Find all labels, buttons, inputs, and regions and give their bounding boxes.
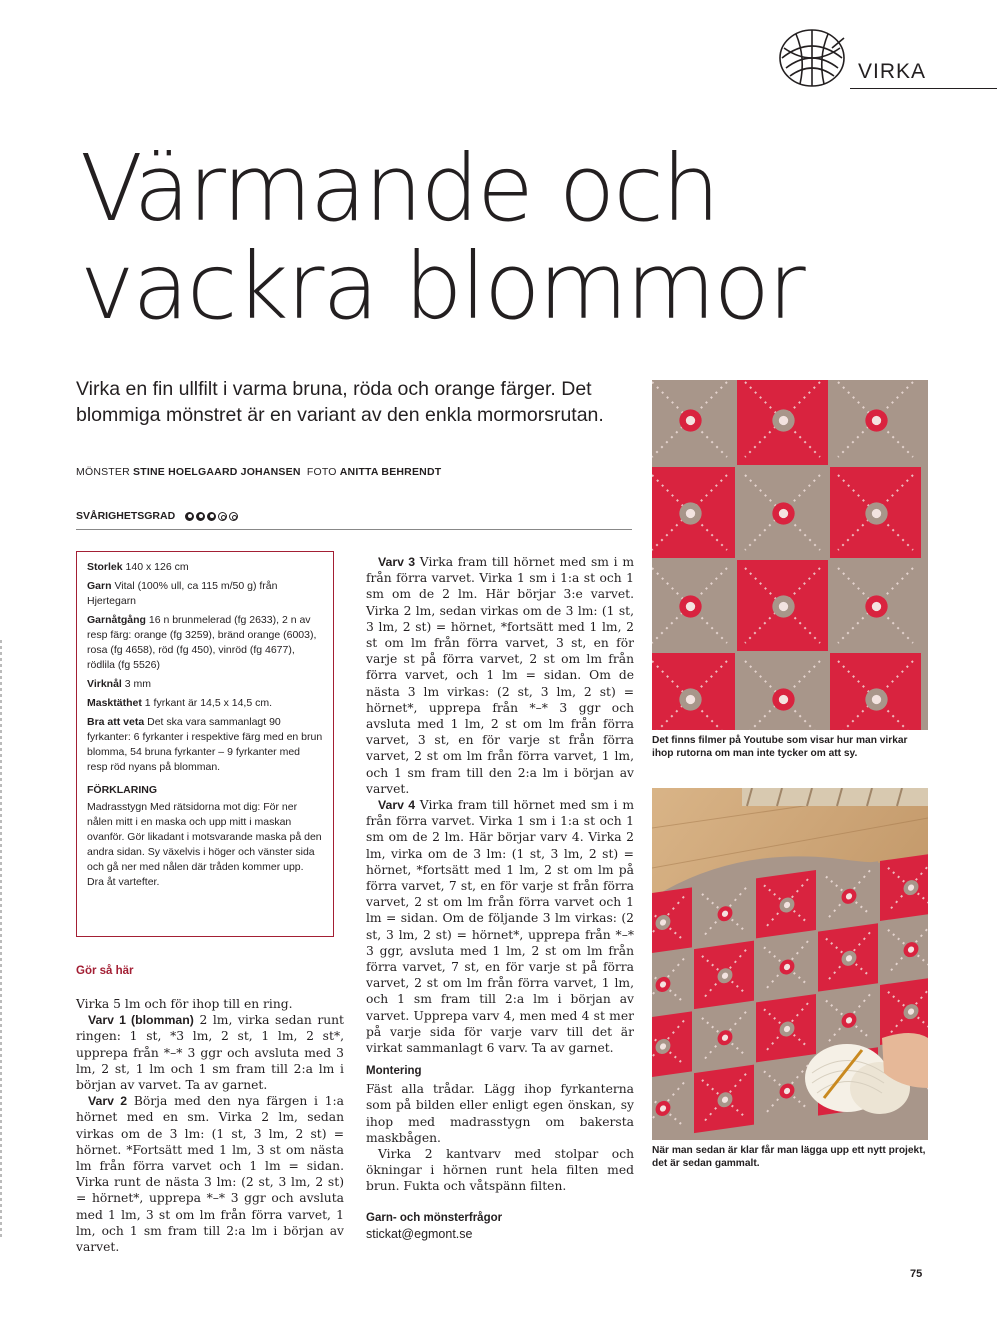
varv3-paragraph: Varv 3 Virka fram till hörnet med sm i m från förra varvet. Virka 1 sm i 1:a st och 1 sm om de 2 lm. Här börjar 3:e varvet. Virka 2 lm, sedan virkas om de 3 lm: (1 st, 3 lm, 2 st) = hörnet, *fortsätt med 1 lm, 2 st om lm från förra varvet, 3 st, en för varje st på förra varvet, 2 st om lm från förra varvet, och 1 lm = sidan. Om de nästa 3 lm virkas: (2 st, 3 lm, 2 st) = hörnet*, upprepa från *–* 3 ggr och avsluta med 1 lm, 2 st om lm från förra varvet, 3 st, en för varje st från förra varvet, 2 st om lm från förra varvet, 1 lm, och 1 sm fram till den 2:a lm i början av varvet. xyxy=(366,555,634,796)
contact-heading: Garn- och mönsterfrågor xyxy=(366,1212,503,1224)
assembly-section xyxy=(366,1063,634,1195)
crochet-square xyxy=(818,985,878,1053)
materials-box xyxy=(76,551,334,937)
size-row: Storlek 140 x 126 cm xyxy=(87,561,189,573)
lead-paragraph: Virka en fin ullfilt i varma bruna, röda och orange färger. Det blommiga mönstret är en variant av den enkla mormorsrutan. xyxy=(76,378,604,426)
difficulty-rating xyxy=(76,510,238,522)
contact-section xyxy=(366,1212,634,1241)
crochet-square xyxy=(694,879,754,947)
difficulty-dot-empty-icon xyxy=(218,512,227,521)
crochet-square xyxy=(830,653,921,730)
photo-author: ANITTA BEHRENDT xyxy=(339,466,442,478)
crochet-square xyxy=(694,1065,754,1133)
page-number: 75 xyxy=(910,1268,923,1280)
crochet-square xyxy=(737,653,828,730)
instructions-heading: Gör så här xyxy=(76,965,134,977)
note-row: Bra att veta Det ska vara sammanlagt 90 fyrkanter: 6 fyrkanter i respektive färg med en brun blomma, 54 bruna fyrkanter – 9 fyrkanter med resp röd nyans på blomman. xyxy=(87,716,323,773)
difficulty-label: SVÅRIGHETSGRAD xyxy=(76,510,176,522)
photo2-caption: När man sedan är klar får man lägga upp ett nytt projekt, det är sedan gammalt. xyxy=(652,1145,926,1169)
title-line-2: vackra blommor xyxy=(80,233,804,340)
spine-edge xyxy=(0,640,2,1240)
crochet-square xyxy=(737,560,828,651)
assembly-text-2: Virka 2 kantvarv med stolpar och ökningar i hörnen runt hela filten med brun. Fukta och våtspänn filten. xyxy=(366,1147,634,1194)
difficulty-dot-filled-icon xyxy=(185,512,194,521)
crochet-square xyxy=(880,915,928,983)
crochet-square xyxy=(818,923,878,991)
crochet-square xyxy=(652,467,735,558)
crochet-square xyxy=(830,380,921,465)
crochet-square xyxy=(652,1011,692,1079)
explain-heading: FÖRKLARING xyxy=(87,784,157,796)
divider xyxy=(76,529,632,530)
pattern-label: MÖNSTER xyxy=(76,466,130,478)
blanket-on-floor-photo xyxy=(652,788,928,1140)
page-title xyxy=(80,135,840,340)
crochet-square xyxy=(830,560,921,651)
crochet-square xyxy=(756,870,816,938)
assembly-text-1: Fäst alla trådar. Lägg ihop fyrkanterna som på bilden eller enligt egen önskan, sy ihop med madrasstygn om bakersta maskbågen. xyxy=(366,1082,634,1145)
crochet-square xyxy=(880,853,928,921)
crochet-square xyxy=(694,941,754,1009)
varv1-paragraph: Varv 1 (blomman) 2 lm, virka sedan runt ringen: 1 st, *3 lm, 2 st, 1 lm, 2 st*, upprepa från *–* 3 ggr och avsluta med 3 lm, 2 st, 1 lm och 1 sm fram till 2:a lm i början av varvet. Ta av garnet. xyxy=(76,1013,344,1093)
credits xyxy=(76,466,441,478)
crochet-square xyxy=(737,467,828,558)
varv4-paragraph: Varv 4 Virka fram till hörnet med sm i m från förra varvet. Virka 1 sm i 1:a st och 1 sm om de 2 lm. Här börjar varv 4. Virka 2 lm, virka om de 3 lm: (1 st, 3 lm, 2 st) = hörnet, *fortsätt med 1 lm, 2 st om lm på förra varvet, 7 st, en för varje st från förra varvet, 2 st om lm från förra varvet och 1 lm = sidan. Om de följande 3 lm virkas: (2 st, 3 lm, 2 st) = hörnet*, upprepa från *–* 3 ggr, avsluta med 1 lm, 2 st om lm från förra varvet, 7 st, en för varje st på förra varvet, 2 st om lm från förra varvet, 1 lm, och 1 sm fram till 2:a lm i början av varvet. Upprepa varv 4, men med 4 st mer på varje sida för varje varv till det är virkat sammanlagt 6 varv. Ta av garnet. xyxy=(366,798,634,1056)
crochet-square xyxy=(652,1073,692,1140)
crochet-square xyxy=(652,949,692,1017)
crochet-square xyxy=(830,467,921,558)
section-label: VIRKA xyxy=(858,60,927,83)
assembly-heading: Montering xyxy=(366,1065,422,1077)
photo1-caption: Det finns filmer på Youtube som visar hur man virkar ihop rutorna om man inte tycker om att sy. xyxy=(652,735,908,759)
crochet-square xyxy=(652,560,735,651)
contact-email[interactable]: stickat@egmont.se xyxy=(366,1227,473,1241)
instructions-column-2 xyxy=(366,554,634,1056)
crochet-square xyxy=(737,380,828,465)
needle-row: Virknål 3 mm xyxy=(87,678,151,690)
crochet-square xyxy=(652,380,735,465)
pattern-author: STINE HOELGAARD JOHANSEN xyxy=(133,466,301,478)
crochet-square xyxy=(652,887,692,955)
yarn-ball-icon xyxy=(776,24,848,96)
section-rule xyxy=(850,88,997,89)
title-line-1: Värmande och xyxy=(80,135,719,242)
crochet-square xyxy=(756,932,816,1000)
crochet-square xyxy=(756,994,816,1062)
photo-label: FOTO xyxy=(306,466,337,478)
difficulty-dots xyxy=(185,512,238,521)
gauge-row: Masktäthet 1 fyrkant är 14,5 x 14,5 cm. xyxy=(87,697,273,709)
instructions-column-1 xyxy=(76,996,344,1255)
blanket-squares-photo xyxy=(652,380,928,730)
crochet-square xyxy=(818,861,878,929)
crochet-square xyxy=(756,1056,816,1124)
amount-row: Garnåtgång 16 n brunmelerad (fg 2633), 2 n av resp färg: orange (fg 3259), bränd orange (6003), rosa (fg 4658), röd (fg 450), vinröd (fg 4677), rödlila (fg 5526) xyxy=(87,614,317,671)
crochet-square xyxy=(652,653,735,730)
intro-text: Virka 5 lm och för ihop till en ring. xyxy=(76,997,293,1011)
difficulty-dot-filled-icon xyxy=(196,512,205,521)
difficulty-dot-empty-icon xyxy=(229,512,238,521)
explain-text: Madrasstygn Med rätsidorna mot dig: För ner nålen mitt i en maska och upp mitt i maskan ovanför. Gör likadant i motsvarande maska på den andra sidan. Sy växelvis i höger och vänster sida och gå ner med nålen där tråden kommer upp. Dra åt vartefter. xyxy=(87,801,322,888)
yarn-row: Garn Vital (100% ull, ca 115 m/50 g) från Hjertegarn xyxy=(87,580,278,607)
varv2-paragraph: Varv 2 Börja med den nya färgen i 1:a hörnet med en sm. Virka 2 lm, sedan virkas om de 3 lm: (1 st, 3 lm, 2 st) = hörnet. *Fortsätt med 1 lm, 3 st om nästa lm från förra varvet och 1 lm = sidan. Virka runt de nästa 3 lm: (2 st, 3 lm, 2 st) = hörnet*, upprepa *–* 3 ggr och avsluta med 1 lm, 3 st om lm från förra varvet, 1 lm, och 1 sm fram till 2:a lm i början av varvet. xyxy=(76,1094,344,1255)
difficulty-dot-filled-icon xyxy=(207,512,216,521)
crochet-square xyxy=(694,1003,754,1071)
